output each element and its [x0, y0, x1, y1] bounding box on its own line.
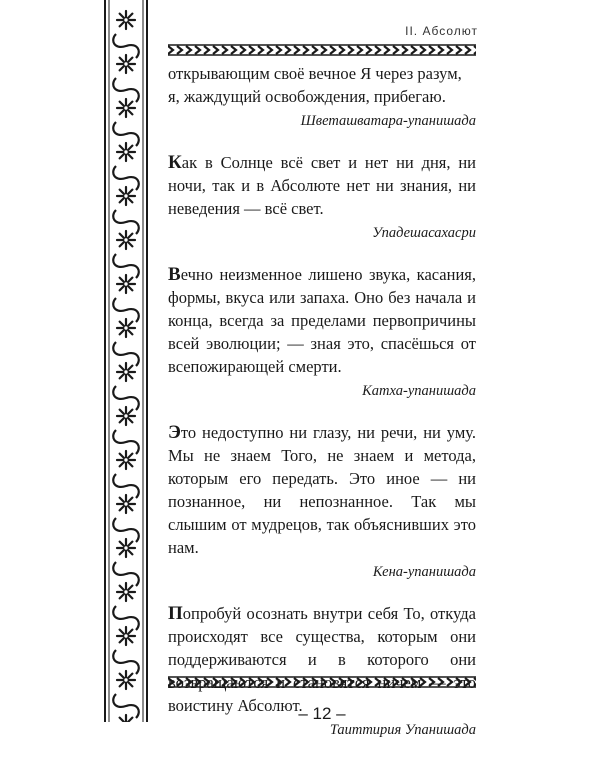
braid-chevron	[357, 46, 362, 54]
passage-3	[168, 263, 476, 401]
braid-chevron	[330, 46, 335, 54]
flower-ornament	[117, 363, 135, 381]
braid-chevron	[321, 46, 326, 54]
flower-ornament	[117, 539, 135, 557]
passage-text: ечно неизменное лишено звука, касания, формы, вкуса или запаха. Оно без начала и конца, всегда за пределами первопричины всей эволюции; — зная это, спасёшься от всепожирающей смерти.	[168, 265, 476, 376]
braid-chevron	[267, 678, 272, 686]
passage-source: Шветашватара-упанишада	[168, 111, 476, 131]
braid-chevron	[330, 678, 335, 686]
braid-chevron	[411, 678, 416, 686]
braid-chevron	[438, 46, 443, 54]
braid-chevron	[375, 678, 380, 686]
braid-chevron	[456, 678, 461, 686]
braid-chevron	[393, 678, 398, 686]
braid-chevron	[249, 46, 254, 54]
braid-chevron	[231, 46, 236, 54]
braid-chevron	[231, 678, 236, 686]
braid-chevron	[258, 46, 263, 54]
flower-ornament	[117, 231, 135, 249]
braid-chevron	[312, 46, 317, 54]
ornamental-border	[102, 0, 150, 722]
braid-chevron	[303, 46, 308, 54]
flower-ornament	[117, 583, 135, 601]
passage-source: Упадешасахасри	[168, 223, 476, 243]
braid-chevron	[240, 46, 245, 54]
flower-ornament	[117, 143, 135, 161]
braid-chevron	[366, 46, 371, 54]
braid-chevron	[222, 46, 227, 54]
braid-chevron	[276, 678, 281, 686]
flower-ornament	[117, 715, 135, 722]
passage-text: ак в Солнце всё свет и нет ни дня, ни ночи, так и в Абсолюте нет ни знания, ни неведения — всё свет.	[168, 153, 476, 218]
braid-chevron	[384, 678, 389, 686]
braid-chevron	[438, 678, 443, 686]
passage-source: Таиттирия Упанишада	[168, 720, 476, 740]
braid-chevron	[303, 678, 308, 686]
braid-chevron	[312, 678, 317, 686]
braid-chevron	[240, 678, 245, 686]
braid-chevron	[429, 678, 434, 686]
flower-ornament	[117, 319, 135, 337]
braid-chevron	[474, 678, 476, 686]
passage-text: открывающим своё вечное Я через разум, я, жаждущий освобождения, прибегаю.	[168, 62, 476, 108]
braid-chevron	[285, 678, 290, 686]
braid-chevron	[366, 678, 371, 686]
braid-chevron	[465, 678, 470, 686]
passage-source: Катха-упанишада	[168, 381, 476, 401]
flower-ornament	[117, 407, 135, 425]
initial-letter: П	[168, 603, 183, 624]
braid-chevron	[357, 678, 362, 686]
braid-chevron	[339, 46, 344, 54]
braid-chevron	[402, 678, 407, 686]
braid-chevron	[294, 678, 299, 686]
flower-ornament	[117, 275, 135, 293]
braid-chevron	[276, 46, 281, 54]
flower-ornament	[117, 451, 135, 469]
braid-chevron	[177, 46, 182, 54]
braid-chevron	[384, 46, 389, 54]
braid-chevron	[204, 678, 209, 686]
braid-chevron	[186, 46, 191, 54]
braid-chevron	[420, 678, 425, 686]
passage-source: Кена-упанишада	[168, 562, 476, 582]
braid-chevron	[168, 678, 173, 686]
passage-text-block	[168, 421, 476, 559]
braid-chevron	[465, 46, 470, 54]
initial-letter: К	[168, 152, 182, 173]
flower-ornament	[117, 627, 135, 645]
braid-chevron	[222, 678, 227, 686]
braid-chevron	[402, 46, 407, 54]
passage-text: то недоступно ни глазу, ни речи, ни уму. Мы не знаем Того, не знаем и метода, которым его передать. Это иное — ни познанное, ни непознанное. Так мы слышим от мудрецов, так объяснивших это нам.	[168, 423, 476, 557]
braid-chevron	[213, 678, 218, 686]
braid-chevron	[393, 46, 398, 54]
page-number: – 12 –	[168, 704, 476, 724]
passage-text-block	[168, 151, 476, 220]
braid-chevron	[285, 46, 290, 54]
braid-chevron	[348, 46, 353, 54]
flower-ornament	[117, 495, 135, 513]
running-header: II. Абсолют	[405, 24, 478, 38]
braid-chevron	[258, 678, 263, 686]
braid-chevron	[456, 46, 461, 54]
braid-chevron	[429, 46, 434, 54]
top-braid-rule	[168, 44, 476, 56]
braid-chevron	[339, 678, 344, 686]
braid-chevron	[186, 678, 191, 686]
text-column	[168, 62, 476, 760]
braid-chevron	[420, 46, 425, 54]
braid-chevron	[375, 46, 380, 54]
braid-chevron	[321, 678, 326, 686]
braid-chevron	[447, 678, 452, 686]
flower-ornament	[117, 11, 135, 29]
braid-chevron	[249, 678, 254, 686]
braid-chevron	[294, 46, 299, 54]
passage-4	[168, 421, 476, 582]
passage-text-block	[168, 602, 476, 717]
bottom-braid-rule	[168, 676, 476, 688]
flower-ornament	[117, 99, 135, 117]
flower-ornament	[117, 187, 135, 205]
flower-ornament	[117, 55, 135, 73]
braid-chevron	[168, 46, 173, 54]
braid-chevron	[213, 46, 218, 54]
ornament-pattern	[102, 0, 150, 722]
initial-letter: В	[168, 264, 181, 285]
braid-chevron	[411, 46, 416, 54]
passage-1	[168, 62, 476, 131]
braid-chevron	[204, 46, 209, 54]
braid-chevron	[474, 46, 476, 54]
braid-chevron	[195, 46, 200, 54]
braid-chevron	[447, 46, 452, 54]
braid-chevron	[177, 678, 182, 686]
braid-chevron	[195, 678, 200, 686]
braid-chevron	[267, 46, 272, 54]
passage-text: опробуй осознать внутри себя То, откуда происходят все существа, которым они поддерживаются и в которого они возвращаются и становятся ничем — это воистину Абсолют.	[168, 604, 476, 715]
flower-ornament	[117, 671, 135, 689]
passage-text-block	[168, 263, 476, 378]
initial-letter: Э	[168, 422, 181, 443]
braid-chevron	[348, 678, 353, 686]
passage-2	[168, 151, 476, 243]
